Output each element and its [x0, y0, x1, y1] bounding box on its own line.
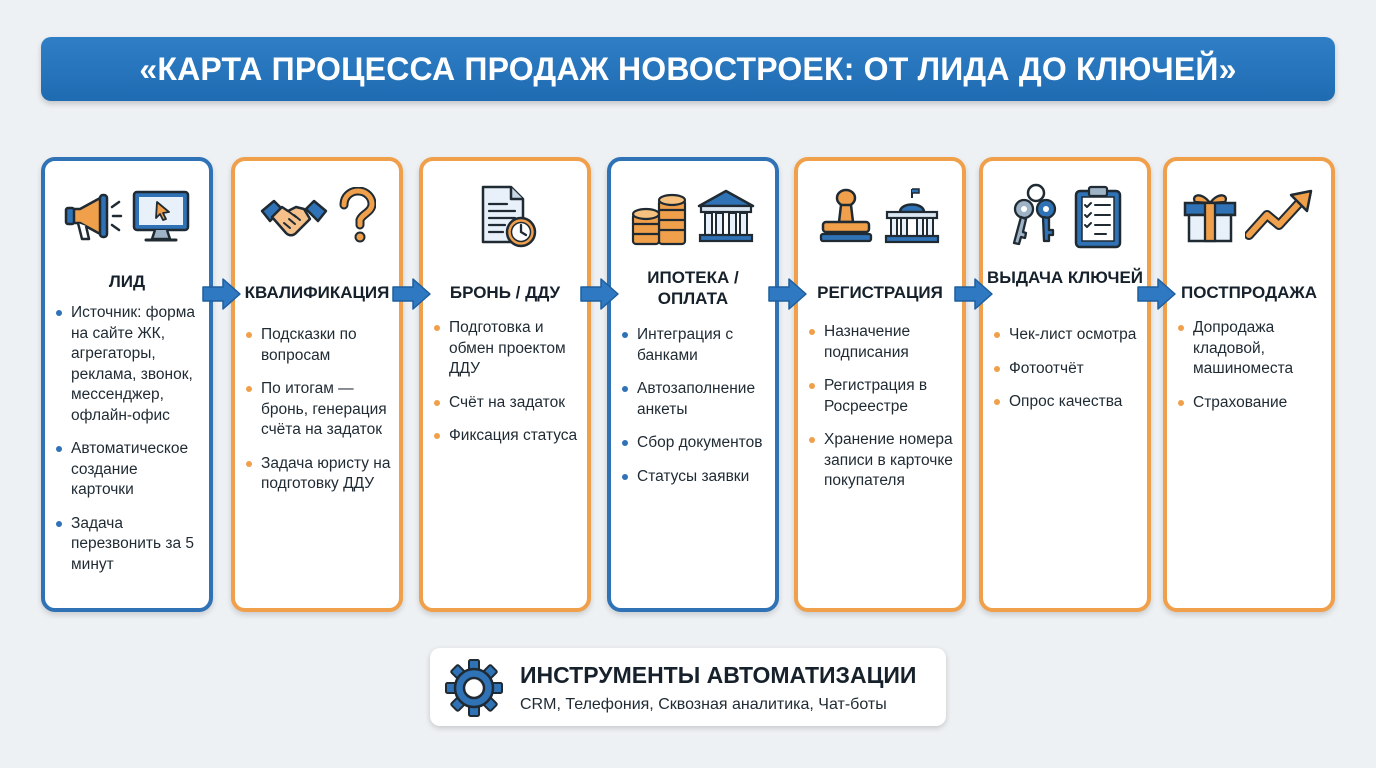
stage-title: ВЫДАЧА КЛЮЧЕЙ: [986, 268, 1144, 287]
stage-title: РЕГИСТРАЦИЯ: [817, 283, 943, 302]
list-item: Интеграция с банками: [621, 325, 769, 366]
list-item: Автозаполнение анкеты: [621, 379, 769, 420]
stage-card-aftersale: [1163, 157, 1335, 612]
automation-tools-panel: [430, 648, 946, 726]
gift-icon: [1181, 187, 1239, 252]
stage-title: КВАЛИФИКАЦИЯ: [244, 283, 390, 302]
stage-card-booking: [419, 157, 591, 612]
list-item: Подготовка и обмен проектом ДДУ: [433, 318, 581, 380]
list-item: Счёт на задаток: [433, 393, 581, 414]
flow-arrow-icon: [1136, 276, 1178, 312]
stage-title: ЛИД: [108, 272, 146, 291]
list-item: Сбор документов: [621, 433, 769, 454]
list-item: Регистрация в Росреестре: [808, 376, 956, 417]
stage-card-mortgage: [607, 157, 779, 612]
title-banner: [41, 37, 1335, 101]
checklist-clipboard-icon: [1070, 183, 1126, 256]
list-item: Страхование: [1177, 393, 1325, 414]
list-item: По итогам — бронь, генерация счёта на задаток: [245, 379, 393, 441]
list-item: Автоматическое создание карточки: [55, 439, 203, 501]
list-item: Назначение подписания: [808, 322, 956, 363]
list-item: Фотоотчёт: [993, 359, 1141, 380]
handshake-icon: [258, 187, 330, 252]
flow-arrow-icon: [391, 276, 433, 312]
tools-title: ИНСТРУМЕНТЫ АВТОМАТИЗАЦИИ: [520, 662, 917, 688]
stage-items: [245, 325, 393, 508]
stage-card-lead: [41, 157, 213, 612]
list-item: Чек-лист осмотра: [993, 325, 1141, 346]
flow-arrow-icon: [201, 276, 243, 312]
list-item: Источник: форма на сайте ЖК, агрегаторы, реклама, звонок, мессенджер, офлайн-офис: [55, 303, 203, 426]
list-item: Задача юристу на подготовку ДДУ: [245, 454, 393, 495]
list-item: Подсказки по вопросам: [245, 325, 393, 366]
stage-items: [993, 325, 1141, 426]
stage-items: [1177, 318, 1325, 426]
stage-items: [808, 322, 956, 505]
keys-icon: [1004, 183, 1064, 256]
flow-arrow-icon: [953, 276, 995, 312]
stage-title: ПОСТПРОДАЖА: [1180, 283, 1318, 302]
stage-items: [621, 325, 769, 500]
megaphone-icon: [62, 187, 124, 252]
stage-items: [55, 303, 203, 588]
computer-cursor-icon: [130, 187, 192, 252]
list-item: Статусы заявки: [621, 467, 769, 488]
list-item: Задача перезвонить за 5 минут: [55, 514, 203, 576]
coins-icon: [629, 186, 689, 253]
stage-card-keys: [979, 157, 1151, 612]
list-item: Опрос качества: [993, 392, 1141, 413]
stage-card-qualification: [231, 157, 403, 612]
gear-icon: [444, 658, 504, 718]
stage-title: БРОНЬ / ДДУ: [449, 283, 561, 302]
list-item: Хранение номера записи в карточке покупателя: [808, 430, 956, 492]
stage-card-registration: [794, 157, 966, 612]
question-mark-icon: [336, 187, 376, 252]
government-building-icon: [881, 186, 943, 253]
list-item: Допродажа кладовой, машиноместа: [1177, 318, 1325, 380]
tools-subtitle: CRM, Телефония, Сквозная аналитика, Чат-боты: [520, 696, 887, 713]
growth-arrow-icon: [1245, 187, 1317, 252]
flow-arrow-icon: [767, 276, 809, 312]
page-title: «КАРТА ПРОЦЕССА ПРОДАЖ НОВОСТРОЕК: ОТ ЛИДА ДО КЛЮЧЕЙ»: [139, 50, 1237, 87]
stage-items: [433, 318, 581, 460]
stage-title: ИПОТЕКА / ОПЛАТА: [647, 268, 739, 308]
list-item: Фиксация статуса: [433, 426, 581, 447]
flow-arrow-icon: [579, 276, 621, 312]
document-clock-icon: [469, 184, 541, 255]
stamp-icon: [817, 186, 875, 253]
bank-icon: [695, 186, 757, 253]
